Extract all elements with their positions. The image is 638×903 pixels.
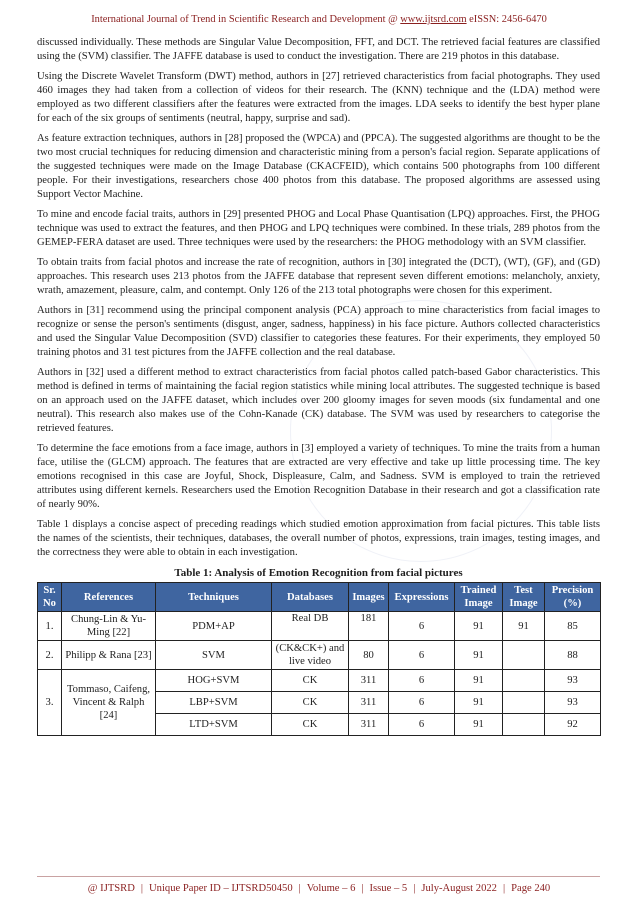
cell-databases: CK: [272, 692, 349, 714]
cell-trained-image: 91: [455, 670, 503, 692]
table-row: [38, 670, 601, 692]
paragraph: To determine the face emotions from a face image, authors in [3] employed a variety of techniques. To mine the traits from a human face, utilise the (GLCM) approach. The features that are extracted are very effective and take up little processing time. The key emotions recognised in this case are Joyful, Shock, Displeasure, Calm, and Sadness. SVM is employed to train the retrieved attributes using different kernels. Researchers used the Emotion Recognition Database in their research and got a classification rate of nearly 90%.: [37, 443, 600, 510]
cell-expressions: 6: [389, 641, 455, 670]
cell-techniques: SVM: [156, 641, 272, 670]
running-header: [0, 14, 638, 25]
table-header-row: [38, 583, 601, 612]
cell-test-image: [503, 714, 545, 736]
cell-references: Philipp & Rana [23]: [62, 641, 156, 670]
header-suffix: eISSN: 2456-6470: [466, 14, 547, 25]
cell-techniques: LTD+SVM: [156, 714, 272, 736]
cell-trained-image: 91: [455, 692, 503, 714]
cell-expressions: 6: [389, 692, 455, 714]
cell-precision: 88: [545, 641, 601, 670]
paragraph: Authors in [32] used a different method to extract characteristics from facial photos called patch-based Gabor characteristics. This method is defined in terms of maintaining the facial region statistics while mining local attributes. The suggested technique is based on an approach used on the JAFFE dataset, which includes over 200 gloomy images for seven moods (six fundamental and one neutral). This research also makes use of the Cohn-Kanade (CK) database. The SVM was used by researchers to categorise the retrieved features.: [37, 367, 600, 434]
footer-separator: |: [502, 883, 506, 894]
cell-precision: 93: [545, 670, 601, 692]
cell-references: Chung-Lin & Yu-Ming [22]: [62, 612, 156, 641]
footer-divider: [37, 876, 600, 877]
paragraph: As feature extraction techniques, authors in [28] proposed the (WPCA) and (PPCA). The suggested algorithms are thought to be the two most crucial techniques for reducing dimension and characteristic mining from a person's facial region. Separate applications of the suggested techniques were made on the Image Database (CKACFEID), which contains 500 photographs from 100 different people. For their investigations, researchers chose 400 photos from this database. The proposed algorithms are assessed using Support Vector Machine.: [37, 133, 600, 200]
cell-images: 181: [349, 612, 389, 641]
cell-expressions: 6: [389, 612, 455, 641]
header-images: Images: [349, 583, 389, 612]
paragraph: To mine and encode facial traits, authors in [29] presented PHOG and Local Phase Quantisation (LPQ) approaches. First, the PHOG technique was used to extract the features, and then PHOG and LPQ techniques were combined. In these trials, 289 photos from the GEMEP-FERA dataset are used. Three techniques were used by the researchers: the PHOG methodology with an SVM classifier.: [37, 209, 600, 248]
cell-images: 311: [349, 692, 389, 714]
cell-techniques: LBP+SVM: [156, 692, 272, 714]
footer-separator: |: [361, 883, 364, 894]
article-body: [37, 36, 600, 736]
emotion-recognition-table: [37, 582, 601, 736]
cell-precision: 85: [545, 612, 601, 641]
cell-test-image: 91: [503, 612, 545, 641]
header-databases: Databases: [272, 583, 349, 612]
footer-paper-id: Unique Paper ID – IJTSRD50450: [149, 883, 293, 894]
cell-images: 311: [349, 714, 389, 736]
table-row: [38, 641, 601, 670]
cell-databases: (CK&CK+) and live video: [272, 641, 349, 670]
table-row: [38, 612, 601, 641]
footer-separator: |: [140, 883, 144, 894]
paragraph: Authors in [31] recommend using the principal component analysis (PCA) approach to mine characteristics from facial images to recognize or sense the person's sentiments (disgust, anger, sadness, happiness) in his face picture. Authors collected characteristics and used the Singular Value Decomposition (SVD) classifier to categories these features. For their experiments, they employed 50 training photos and 31 test pictures from the JAFFE collection and the real database.: [37, 305, 600, 358]
footer-page-number: Page 240: [511, 883, 551, 894]
header-precision: Precision (%): [545, 583, 601, 612]
footer-date: July-August 2022: [421, 883, 497, 894]
cell-databases: CK: [272, 714, 349, 736]
cell-sr: 1.: [38, 612, 62, 641]
paragraph: Using the Discrete Wavelet Transform (DWT) method, authors in [27] retrieved characteristics from facial photographs. They used 460 images they had taken from a collection of videos for their research. The (KNN) technique and the (LDA) method were employed as two different classifiers after the features were extracted from the images. LDA seeks to identify the best hyper plane for each of the six groups of sentiments (neutral, happy, surprise and sad).: [37, 71, 600, 124]
header-trained-image: Trained Image: [455, 583, 503, 612]
cell-techniques: PDM+AP: [156, 612, 272, 641]
cell-databases: CK: [272, 670, 349, 692]
header-expressions: Expressions: [389, 583, 455, 612]
running-footer: [0, 883, 638, 894]
footer-volume: Volume – 6: [306, 883, 356, 894]
paragraph: discussed individually. These methods are Singular Value Decomposition, FFT, and DCT. The retrieved facial features are classified using the (SVM) classifier. The JAFFE database is used to conduct the investigation. There are 219 photos in this database.: [37, 37, 600, 62]
cell-sr: 3.: [38, 670, 62, 736]
header-test-image: Test Image: [503, 583, 545, 612]
footer-journal: @ IJTSRD: [87, 883, 135, 894]
cell-expressions: 6: [389, 714, 455, 736]
cell-trained-image: 91: [455, 641, 503, 670]
cell-test-image: [503, 692, 545, 714]
cell-references: Tommaso, Caifeng, Vincent & Ralph [24]: [62, 670, 156, 736]
journal-website-link[interactable]: www.ijtsrd.com: [400, 14, 467, 25]
cell-precision: 93: [545, 692, 601, 714]
cell-expressions: 6: [389, 670, 455, 692]
footer-separator: |: [298, 883, 301, 894]
paragraph: Table 1 displays a concise aspect of preceding readings which studied emotion approximation from facial pictures. This table lists the names of the scientists, their techniques, databases, the overall number of photos, expressions, train images, testing images, and the correctness they were able to obtain in each investigation.: [37, 519, 600, 558]
header-sr-no: Sr. No: [38, 583, 62, 612]
cell-databases: Real DB: [272, 612, 349, 641]
header-techniques: Techniques: [156, 583, 272, 612]
paragraph: To obtain traits from facial photos and increase the rate of recognition, authors in [30] integrated the (DCT), (WT), (GF), and (GD) approaches. This research uses 213 photos from the JAFFE database that represent seven different emotions: melancholy, anxiety, wrath, amazement, pleasure, calm, and contempt. Only 126 of the 213 total photographs were chosen for this experiment.: [37, 257, 600, 296]
cell-test-image: [503, 641, 545, 670]
header-prefix: International Journal of Trend in Scientific Research and Development @: [91, 14, 401, 25]
cell-images: 311: [349, 670, 389, 692]
footer-separator: |: [413, 883, 416, 894]
header-references: References: [62, 583, 156, 612]
cell-trained-image: 91: [455, 612, 503, 641]
cell-techniques: HOG+SVM: [156, 670, 272, 692]
cell-sr: 2.: [38, 641, 62, 670]
cell-precision: 92: [545, 714, 601, 736]
cell-trained-image: 91: [455, 714, 503, 736]
cell-images: 80: [349, 641, 389, 670]
footer-issue: Issue – 5: [369, 883, 408, 894]
cell-test-image: [503, 670, 545, 692]
table-caption: Table 1: Analysis of Emotion Recognition from facial pictures: [174, 567, 463, 579]
